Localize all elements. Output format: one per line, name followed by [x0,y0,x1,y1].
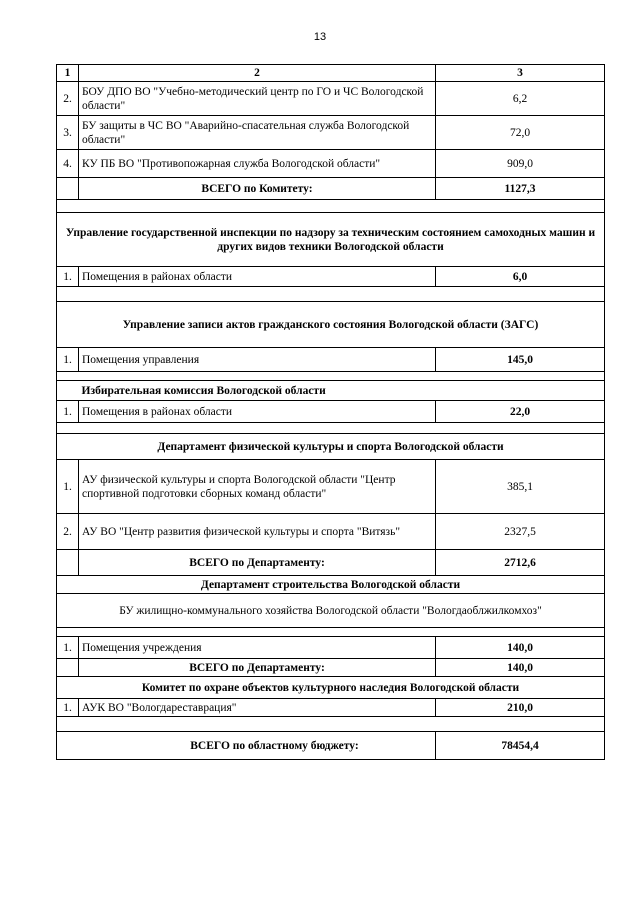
row-name: Помещения управления [79,348,436,372]
row-name: КУ ПБ ВО "Противопожарная служба Вологодской области" [79,150,436,178]
header-col-2: 2 [79,65,436,82]
row-number: 4. [57,150,79,178]
row-number: 2. [57,82,79,116]
row-value: 6,0 [436,267,605,287]
total-row [57,659,605,677]
row-value: 385,1 [436,460,605,514]
section-title-inspection: Управление государственной инспекции по надзору за техническим состоянием самоходных машин и других видов техники Вологодской области [57,213,605,267]
table-row [57,267,605,287]
row-number: 1. [57,460,79,514]
total-value: 1127,3 [436,178,605,200]
table-row [57,150,605,178]
table-row [57,637,605,659]
row-name: БОУ ДПО ВО "Учебно-методический центр по ГО и ЧС Вологодской области" [79,82,436,116]
row-name: Помещения в районах области [79,401,436,423]
spacer-row [57,423,605,434]
row-number: 3. [57,116,79,150]
total-value: 140,0 [436,659,605,677]
header-row [57,65,605,82]
row-name: Помещения учреждения [79,637,436,659]
page-number: 13 [313,31,327,43]
table-row [57,401,605,423]
header-col-1: 1 [57,65,79,82]
table-row [57,82,605,116]
total-label: ВСЕГО по Департаменту: [79,550,436,576]
total-value: 2712,6 [436,550,605,576]
section-subheader-row [57,594,605,628]
row-name: АУ физической культуры и спорта Вологодской области "Центр спортивной подготовки сборных команд области" [79,460,436,514]
section-title-zags: Управление записи актов гражданского состояния Вологодской области (ЗАГС) [57,302,605,348]
section-header-row [57,677,605,699]
row-number: 1. [57,348,79,372]
grand-total-row [57,732,605,760]
row-number: 1. [57,699,79,717]
row-number: 2. [57,514,79,550]
row-number: 1. [57,401,79,423]
section-header-row [57,302,605,348]
section-subtitle-construction: БУ жилищно-коммунального хозяйства Вологодской области "Вологдаоблжилкомхоз" [57,594,605,628]
section-title-heritage: Комитет по охране объектов культурного наследия Вологодской области [57,677,605,699]
section-header-row [57,576,605,594]
section-header-row [57,434,605,460]
row-value: 210,0 [436,699,605,717]
table-row [57,348,605,372]
section-title-sport: Департамент физической культуры и спорта Вологодской области [57,434,605,460]
grand-total-value: 78454,4 [436,732,605,760]
spacer-row [57,200,605,213]
row-value: 6,2 [436,82,605,116]
table-row [57,460,605,514]
table-row [57,116,605,150]
section-title-construction: Департамент строительства Вологодской области [57,576,605,594]
row-name: Помещения в районах области [79,267,436,287]
row-value: 2327,5 [436,514,605,550]
row-value: 145,0 [436,348,605,372]
row-name: АУК ВО "Вологдареставрация" [79,699,436,717]
row-name: АУ ВО "Центр развития физической культуры и спорта "Витязь" [79,514,436,550]
row-value: 72,0 [436,116,605,150]
row-number: 1. [57,637,79,659]
total-label: ВСЕГО по Департаменту: [79,659,436,677]
spacer-row [57,628,605,637]
total-row [57,550,605,576]
row-value: 22,0 [436,401,605,423]
spacer-row [57,287,605,302]
spacer-row [57,717,605,732]
row-value: 909,0 [436,150,605,178]
grand-total-label: ВСЕГО по областному бюджету: [57,732,436,760]
section-header-row [57,381,605,401]
total-row [57,178,605,200]
table-row [57,699,605,717]
spacer-row [57,372,605,381]
section-title-election: Избирательная комиссия Вологодской области [79,381,605,401]
row-name: БУ защиты в ЧС ВО "Аварийно-спасательная служба Вологодской области" [79,116,436,150]
table-row [57,514,605,550]
row-value: 140,0 [436,637,605,659]
budget-table [56,64,605,760]
section-header-row [57,213,605,267]
total-label: ВСЕГО по Комитету: [79,178,436,200]
header-col-3: 3 [436,65,605,82]
row-number: 1. [57,267,79,287]
